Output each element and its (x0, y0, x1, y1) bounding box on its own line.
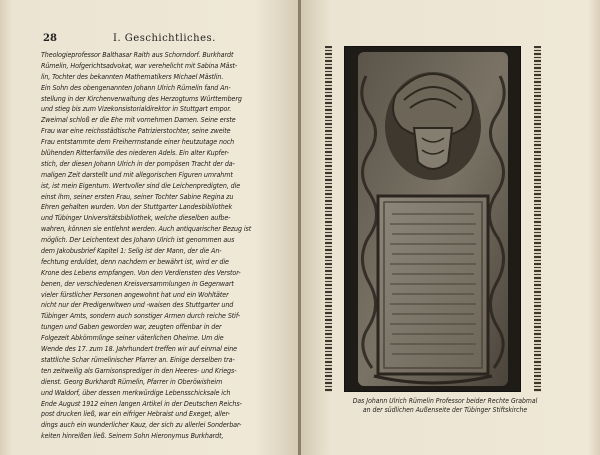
caption-line: Das Johann Ulrich Rümelin Professor beider Rechte Grabmal (352, 397, 538, 405)
text-line: Frau war eine reichsstädtische Patrizierstochter, seine zweite (41, 126, 231, 136)
text-line: und stieg bis zum Vizekonsistorialdirektor in Stuttgart empor. (41, 104, 232, 114)
text-line: benen, der verschiedenen Kreisversammlungen in Gegenwart (41, 278, 234, 288)
text-line: Krone des Lebens empfangen. Von den Verdiensten des Verstor- (41, 267, 241, 277)
text-line: möglich. Der Leichentext des Johann Ulrich ist genommen aus (41, 235, 235, 245)
decorative-border-left (325, 46, 332, 392)
text-line: Ehren gehalten wurden. Von der Stuttgarter Landesbibliothek (41, 202, 233, 212)
text-line: lin, Tochter des bekannten Mathematikers Michael Mästlin. (41, 71, 224, 81)
text-line: Tübinger Amts, sondern auch sonstiger Armen durch reiche Stif- (41, 311, 241, 321)
text-line: wahren, können sie entlehnt werden. Auch antiquarischer Bezug ist (41, 224, 252, 234)
text-line: nicht nur der Predigerwitwen und -waisen des Stuttgarter und (41, 300, 234, 310)
text-line: dings auch ein wunderlicher Kauz, der sich zu allerlei Sonderbar- (41, 420, 242, 430)
text-line: keiten hinreißen ließ. Seinem Sohn Hieronymus Burkhardt, (41, 431, 224, 441)
figure-caption (320, 397, 570, 415)
text-line: ist, ist mein Eigentum. Wertvoller sind die Leichenpredigten, die (41, 180, 241, 190)
text-line: maligen Zeit darstellt und mit allegorischen Figuren umrahmt (41, 169, 233, 179)
text-line: dienst. Georg Burkhardt Rümelin, Pfarrer in Oberöwisheim (41, 376, 223, 386)
text-line: Wende des 17. zum 18. Jahrhundert treffen wir auf einmal eine (41, 344, 237, 354)
text-line: Ein Sohn des obengenannten Johann Ulrich Rümelin fand An- (41, 82, 231, 92)
text-line: ten zeitweilig als Garnisonsprediger in den Heeres- und Kriegs- (41, 365, 237, 375)
text-line: und Waldorf, über dessen merkwürdige Lebensschicksale ich (41, 387, 231, 397)
text-line: post drucken ließ, war ein eifriger Hebraist und Exeget, aller- (41, 409, 230, 419)
left-page (0, 0, 299, 455)
text-line: und Tübinger Universitätsbibliothek, welche dieselben aufbe- (41, 213, 231, 223)
text-line: blühenden Ritterfamilie des niederen Adels. Ein alter Kupfer- (41, 148, 229, 158)
text-line: stellung in der Kirchenverwaltung des Herzogtums Württemberg (41, 93, 242, 103)
text-line: Zweimal schloß er die Ehe mit vornehmen Damen. Seine erste (41, 115, 236, 125)
text-line: einst ihm, seiner ersten Frau, seiner Tochter Sabine Regina zu (41, 191, 234, 201)
caption-line: an der südlichen Außenseite der Tübinger Stiftskirche (362, 406, 528, 414)
text-line: Theologieprofessor Balthasar Raith aus Schorndorf. Burkhardt (41, 50, 234, 59)
text-line: Ende August 1912 einen langen Artikel in der Deutschen Reichs- (41, 398, 242, 408)
text-line: stich, der diesen Johann Ulrich in der pompösen Tracht der da- (41, 158, 235, 168)
text-line: dem Jakobusbrief Kapitel 1: Selig ist der Mann, der die An- (41, 246, 222, 256)
text-line: stattliche Schar rümelinischer Pfarrer an. Einige derselben tra- (41, 354, 235, 364)
epitaph-illustration (344, 46, 521, 392)
text-line: fechtung erduldet, denn nachdem er bewährt ist, wird er die (41, 256, 229, 266)
text-line: Folgezeit Abkömmlinge seiner väterlichen Oheime. Um die (41, 333, 224, 343)
text-line: Rümelin, Hofgerichtsadvokat, war verehelicht mit Sabina Mäst- (41, 60, 238, 70)
page-header (43, 33, 273, 47)
text-line: Frau entstammte dem Freiherrnstande einer heutzutage noch (41, 137, 235, 147)
epitaph-photo (344, 46, 521, 392)
decorative-border-right (534, 46, 541, 392)
page-number: 28 (43, 33, 57, 44)
text-line: vieler fürstlicher Personen angewohnt hat und ein Wohltäter (41, 289, 229, 299)
text-line: tungen und Gaben geworden war, zeugten offenbar in der (41, 322, 222, 332)
chapter-heading: I. Geschichtliches. (113, 33, 216, 44)
body-text (41, 50, 277, 442)
